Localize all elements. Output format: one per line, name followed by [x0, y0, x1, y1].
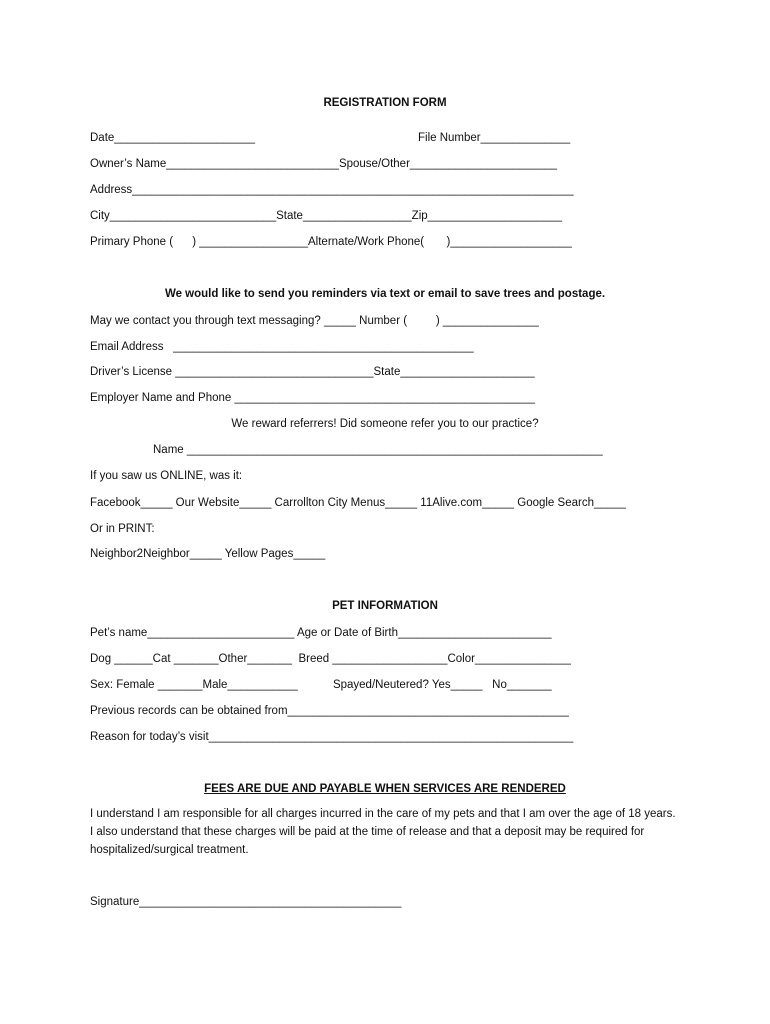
phone-fields[interactable]: Primary Phone ( ) _________________Alternate/Work Phone( )___________________ — [90, 236, 572, 248]
referrer-name-field[interactable]: Name _________________________________________________________________ — [153, 444, 603, 456]
referral-prompt: We reward referrers! Did someone refer you to our practice? — [231, 418, 539, 430]
pet-information-heading: PET INFORMATION — [332, 600, 438, 612]
owner-name-field[interactable]: Owner’s Name___________________________Spouse/Other_______________________ — [90, 158, 558, 170]
reminders-heading: We would like to send you reminders via text or email to save trees and postage. — [164, 288, 606, 300]
online-prompt: If you saw us ONLINE, was it: — [90, 470, 243, 482]
text-messaging-field[interactable]: May we contact you through text messaging? _____ Number ( ) _______________ — [90, 315, 539, 327]
form-title: REGISTRATION FORM — [323, 97, 447, 109]
address-field[interactable]: Address_____________________________________________________________________ — [90, 184, 574, 196]
date-field[interactable]: Date______________________ — [90, 132, 255, 144]
pet-sex-field[interactable]: Sex: Female _______Male___________ Spayed/Neutered? Yes_____ No_______ — [90, 679, 552, 691]
employer-field[interactable]: Employer Name and Phone _______________________________________________ — [90, 392, 536, 404]
previous-records-field[interactable]: Previous records can be obtained from____________________________________________ — [90, 705, 569, 717]
online-options[interactable]: Facebook_____ Our Website_____ Carrollton City Menus_____ 11Alive.com_____ Google Search_____ — [90, 497, 626, 509]
email-field[interactable]: Email Address _______________________________________________ — [90, 341, 474, 353]
print-options[interactable]: Neighbor2Neighbor_____ Yellow Pages_____ — [90, 548, 326, 560]
print-prompt: Or in PRINT: — [90, 523, 155, 535]
visit-reason-field[interactable]: Reason for today’s visit_________________________________________________________ — [90, 731, 574, 743]
pet-name-field[interactable]: Pet’s name_______________________ Age or Date of Birth________________________ — [90, 627, 552, 639]
fees-heading: FEES ARE DUE AND PAYABLE WHEN SERVICES ARE RENDERED — [204, 783, 566, 795]
file-number-field[interactable]: File Number______________ — [418, 132, 571, 144]
fees-statement: I understand I am responsible for all charges incurred in the care of my pets and that I am over the age of 18 years. I also understand that these charges will be paid at the time of release and that a deposit may be required for hospitalized/surgical treatment. — [90, 808, 676, 856]
city-state-zip-field[interactable]: City__________________________State_________________Zip_____________________ — [90, 210, 562, 222]
signature-field[interactable]: Signature_________________________________________ — [90, 896, 402, 908]
pet-species-field[interactable]: Dog ______Cat _______Other_______ Breed __________________Color_______________ — [90, 653, 571, 665]
drivers-license-field[interactable]: Driver’s License _______________________________State_____________________ — [90, 366, 535, 378]
